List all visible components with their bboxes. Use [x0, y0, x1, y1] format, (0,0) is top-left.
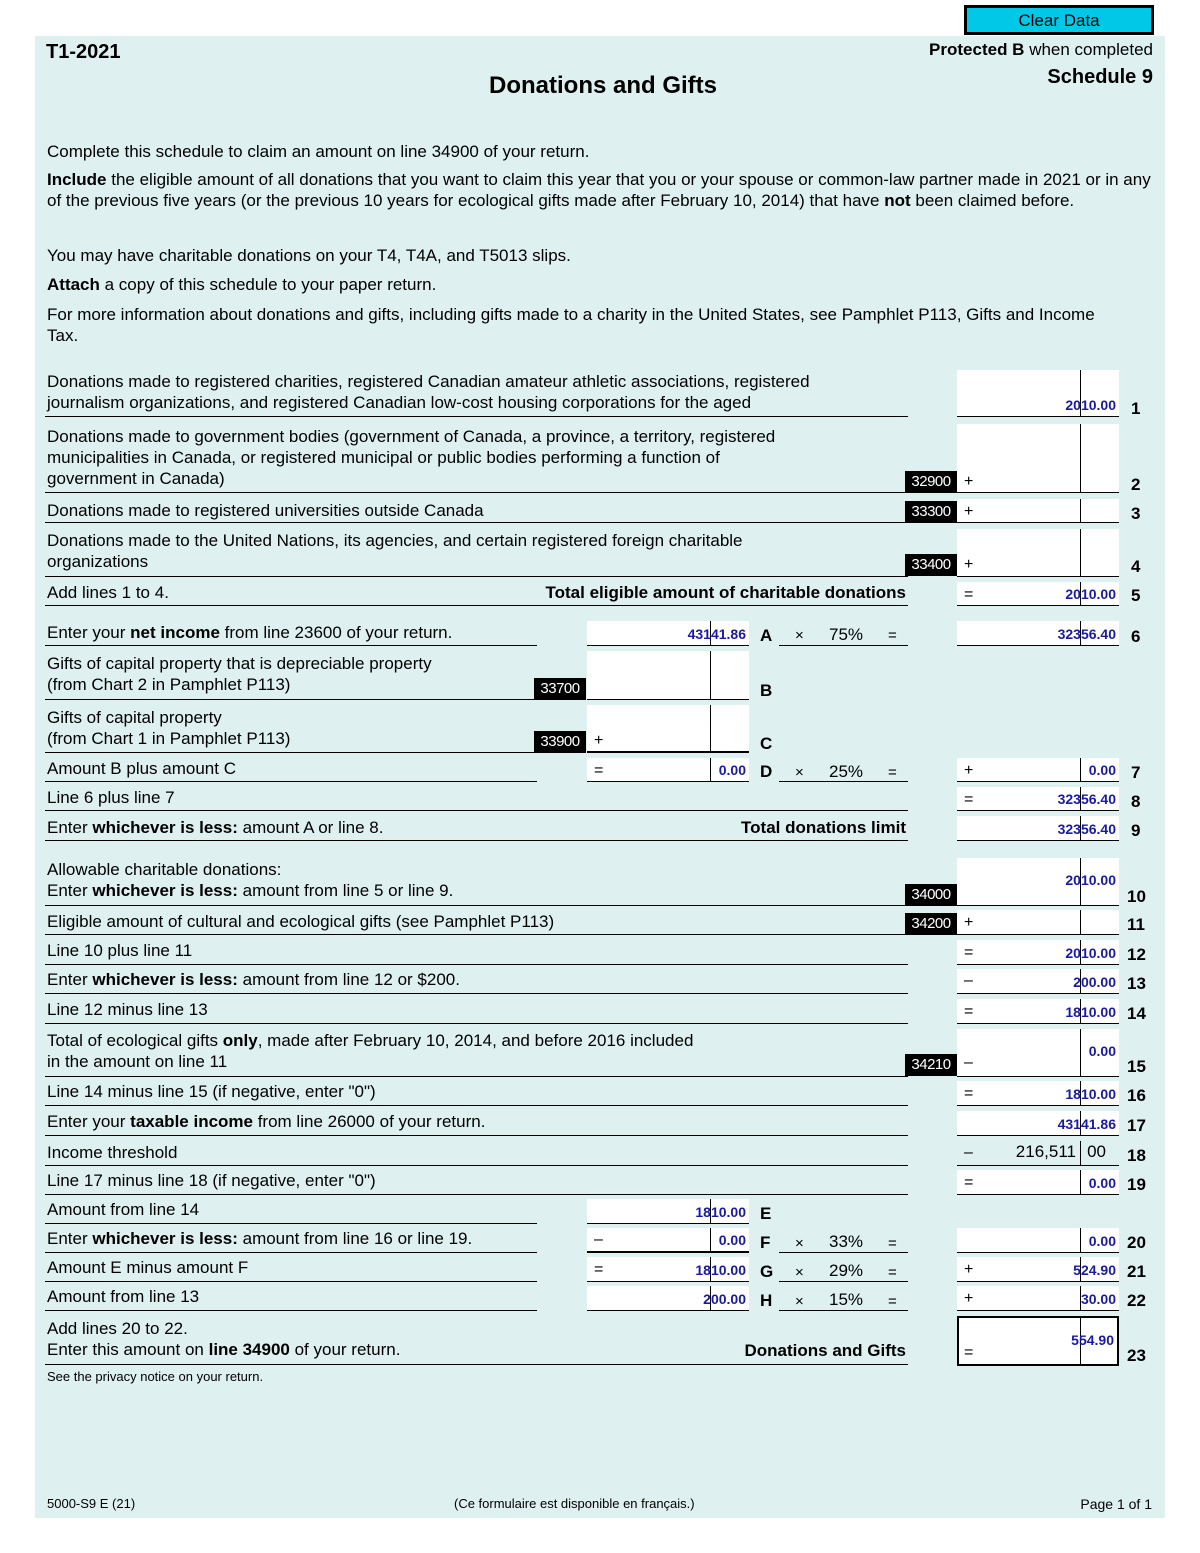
line10-field[interactable]: 2010.00	[957, 858, 1119, 906]
times-sign: ×	[795, 627, 804, 644]
line9-text: Enter whichever is less: amount A or line 8.	[47, 818, 384, 837]
line2-text: government in Canada)	[47, 469, 225, 488]
rule	[779, 1310, 908, 1311]
line16-field[interactable]: 1810.00	[957, 1081, 1119, 1106]
line12-field[interactable]: 2010.00	[957, 940, 1119, 965]
line20-field[interactable]: 0.00	[957, 1228, 1119, 1253]
amount-f-field[interactable]: 0.00	[587, 1228, 749, 1253]
line21-field[interactable]: 524.90	[957, 1257, 1119, 1282]
intro-p5: For more information about donations and gifts, including gifts made to a charity in the United States, see Pamphlet P113, Gifts and Income Tax.	[47, 305, 1095, 345]
amount-h-field[interactable]: 200.00	[587, 1286, 749, 1311]
line21-text: Amount E minus amount F	[47, 1258, 249, 1277]
line3-field[interactable]	[957, 499, 1119, 523]
rule	[45, 605, 908, 606]
line23-field[interactable]: 554.90	[957, 1316, 1119, 1366]
equals-sign: =	[888, 1235, 897, 1252]
line5-field[interactable]: 2010.00	[957, 582, 1119, 606]
rule	[45, 752, 537, 753]
line12-text: Line 10 plus line 11	[47, 941, 193, 960]
line16-text: Line 14 minus line 15 (if negative, enter "0")	[47, 1082, 376, 1101]
lineC-text: (from Chart 1 in Pamphlet P113)	[47, 729, 291, 748]
line-number: 21	[1127, 1262, 1146, 1281]
line2-text: municipalities in Canada, or registered municipal or public bodies performing a function of	[47, 448, 720, 467]
rule	[45, 810, 908, 811]
rule	[45, 1310, 537, 1311]
rule	[779, 645, 908, 646]
line-number: 18	[1127, 1146, 1146, 1165]
line-number: 23	[1127, 1346, 1146, 1365]
line23-text: Enter this amount on line 34900 of your return.	[47, 1340, 401, 1359]
page-title: Donations and Gifts	[489, 72, 717, 99]
line-code-badge: 34200	[905, 913, 957, 935]
line10-text: Enter whichever is less: amount from line 5 or line 9.	[47, 881, 454, 900]
lineB-text: Gifts of capital property that is depreciable property	[47, 654, 432, 673]
lineC-text: Gifts of capital property	[47, 708, 222, 727]
clear-data-button[interactable]: Clear Data	[965, 6, 1153, 34]
equals-sign: =	[964, 586, 974, 603]
equals-sign: =	[888, 1264, 897, 1281]
line19-text: Line 17 minus line 18 (if negative, enter "0")	[47, 1171, 376, 1190]
amount-g-field[interactable]: 1810.00	[587, 1257, 749, 1282]
line-number: 15	[1127, 1057, 1146, 1076]
equals-sign: =	[964, 944, 974, 961]
intro-p4: Attach a copy of this schedule to your paper return.	[47, 275, 437, 294]
line23-text: Add lines 20 to 22.	[47, 1319, 188, 1338]
line-code-badge: 33700	[534, 678, 586, 700]
rate: 33%	[829, 1232, 864, 1251]
line2-field[interactable]	[957, 424, 1119, 493]
form-id: T1-2021	[46, 41, 121, 63]
lineE-text: Amount from line 14	[47, 1200, 200, 1219]
rate: 75%	[829, 625, 864, 644]
line-number: 9	[1131, 821, 1141, 840]
line1-text: Donations made to registered charities, registered Canadian amateur athletic associations, registered	[47, 372, 810, 391]
rule	[45, 645, 537, 646]
intro-p1: Complete this schedule to claim an amount on line 34900 of your return.	[47, 142, 590, 161]
line-number: 7	[1131, 763, 1141, 782]
rule	[45, 576, 908, 577]
amount-e-field[interactable]: 1810.00	[587, 1199, 749, 1224]
line3-text: Donations made to registered universities outside Canada	[47, 501, 484, 520]
line-code-badge: 33300	[905, 501, 957, 523]
times-sign: ×	[795, 1264, 804, 1281]
line-number: 12	[1127, 945, 1146, 964]
letter-label: H	[760, 1291, 773, 1310]
line15-text: in the amount on line 11	[47, 1052, 228, 1071]
rule	[45, 1281, 537, 1282]
line-code-badge: 34000	[905, 884, 957, 906]
line6-text: Enter your net income from line 23600 of your return.	[47, 623, 453, 642]
plus-sign: +	[964, 914, 974, 931]
line17-field[interactable]: 43141.86	[957, 1111, 1119, 1136]
letter-label: B	[760, 681, 773, 700]
equals-sign: =	[964, 1174, 974, 1191]
rate: 29%	[829, 1261, 864, 1280]
plus-sign: +	[964, 762, 974, 779]
plus-sign: +	[964, 1261, 974, 1278]
rule	[45, 522, 908, 523]
rate: 15%	[829, 1290, 864, 1309]
line23-label: Donations and Gifts	[744, 1341, 906, 1360]
line14-field[interactable]: 1810.00	[957, 999, 1119, 1024]
line15-text: Total of ecological gifts only, made after February 10, 2014, and before 2016 included	[47, 1031, 694, 1050]
line-number: 11	[1127, 915, 1145, 934]
equals-sign: =	[594, 762, 604, 779]
line-code-badge: 34210	[905, 1054, 957, 1076]
protected-notice: Protected B when completed	[929, 40, 1153, 59]
line14-text: Line 12 minus line 13	[47, 1000, 208, 1019]
plus-sign: +	[964, 1290, 974, 1307]
equals-sign: =	[888, 1293, 897, 1310]
times-sign: ×	[795, 1235, 804, 1252]
line13-text: Enter whichever is less: amount from line 12 or $200.	[47, 970, 460, 989]
line-number: 3	[1131, 504, 1141, 523]
form-code: 5000-S9 E (21)	[47, 1496, 136, 1511]
amount-a-field[interactable]: 43141.86	[587, 621, 749, 646]
times-sign: ×	[795, 764, 804, 781]
line15-field[interactable]: 0.00	[957, 1029, 1119, 1077]
line13-field[interactable]: 200.00	[957, 969, 1119, 994]
equals-sign: =	[888, 627, 897, 644]
line-number: 13	[1127, 974, 1146, 993]
plus-sign: +	[964, 473, 974, 490]
plus-sign: +	[594, 732, 604, 749]
letter-label: D	[760, 762, 773, 781]
rule	[45, 1223, 537, 1224]
line2-text: Donations made to government bodies (government of Canada, a province, a territory, registered	[47, 427, 776, 446]
line-number: 22	[1127, 1291, 1146, 1310]
line18-text: Income threshold	[47, 1143, 178, 1162]
rule	[45, 1023, 908, 1024]
line-number: 16	[1127, 1086, 1146, 1105]
line5-label: Total eligible amount of charitable donations	[545, 583, 906, 602]
line5-text: Add lines 1 to 4.	[47, 583, 169, 602]
rate: 25%	[829, 762, 864, 781]
equals-sign: =	[964, 791, 974, 808]
line-number: 17	[1127, 1116, 1146, 1135]
equals-sign: =	[964, 1344, 974, 1361]
minus-sign: –	[964, 972, 973, 989]
minus-sign: –	[964, 1144, 973, 1161]
schedule-number: Schedule 9	[1047, 66, 1153, 88]
intro-p3: You may have charitable donations on your T4, T4A, and T5013 slips.	[47, 246, 571, 265]
rule	[779, 1281, 908, 1282]
line20-text: Enter whichever is less: amount from line 16 or line 19.	[47, 1229, 473, 1248]
rule	[45, 993, 908, 994]
line-number: 8	[1131, 792, 1141, 811]
line1-text: journalism organizations, and registered Canadian low-cost housing corporations for the aged	[47, 393, 752, 412]
line-number: 20	[1127, 1233, 1146, 1252]
rule	[45, 934, 908, 935]
line-code-badge: 33900	[534, 731, 586, 753]
rule	[45, 1194, 908, 1195]
rule	[45, 1364, 908, 1365]
rule	[45, 781, 537, 782]
line9-label: Total donations limit	[741, 818, 906, 837]
line-number: 4	[1131, 557, 1141, 576]
line8-field[interactable]: 32356.40	[957, 787, 1119, 811]
line11-field[interactable]	[957, 910, 1119, 935]
amount-d-field[interactable]: 0.00	[587, 758, 749, 782]
line17-text: Enter your taxable income from line 26000 of your return.	[47, 1112, 486, 1131]
line-number: 10	[1127, 887, 1146, 906]
line-number: 5	[1131, 586, 1141, 605]
line1-field[interactable]: 2010.00	[957, 370, 1119, 417]
line-code-badge: 32900	[905, 471, 957, 493]
lineB-text: (from Chart 2 in Pamphlet P113)	[47, 675, 291, 694]
rule	[779, 781, 908, 782]
privacy-notice: See the privacy notice on your return.	[47, 1369, 264, 1384]
rule	[45, 416, 908, 417]
letter-label: F	[760, 1233, 771, 1252]
line7-field[interactable]: 0.00	[957, 758, 1119, 782]
line-code-badge: 33400	[905, 554, 957, 576]
rule	[45, 1105, 908, 1106]
french-note: (Ce formulaire est disponible en français.)	[454, 1496, 695, 1511]
amount-c-field[interactable]	[587, 705, 749, 753]
line-number: 6	[1131, 627, 1141, 646]
amount-b-field[interactable]	[587, 651, 749, 700]
line9-field[interactable]: 32356.40	[957, 816, 1119, 841]
line-number: 14	[1127, 1004, 1146, 1023]
line10-text: Allowable charitable donations:	[47, 860, 282, 879]
rule	[45, 905, 908, 906]
rule	[45, 840, 908, 841]
rule	[45, 492, 908, 493]
minus-sign: –	[964, 1054, 973, 1071]
equals-sign: =	[888, 764, 897, 781]
equals-sign: =	[594, 1261, 604, 1278]
line8-text: Line 6 plus line 7	[47, 788, 175, 807]
line4-text: Donations made to the United Nations, its agencies, and certain registered foreign charitable	[47, 531, 743, 550]
line4-field[interactable]	[957, 529, 1119, 577]
rule	[45, 1135, 908, 1136]
line-number: 1	[1131, 399, 1141, 418]
letter-label: C	[760, 734, 773, 753]
line6-field[interactable]: 32356.40	[957, 621, 1119, 646]
page-number: Page 1 of 1	[1080, 1496, 1152, 1512]
line4-text: organizations	[47, 552, 149, 571]
letter-label: A	[760, 626, 773, 645]
letter-label: E	[760, 1204, 772, 1223]
rule	[45, 1165, 908, 1166]
plus-sign: +	[964, 556, 974, 573]
equals-sign: =	[964, 1003, 974, 1020]
equals-sign: =	[964, 1085, 974, 1102]
rule	[45, 699, 537, 700]
line-number: 19	[1127, 1175, 1146, 1194]
rule	[45, 1076, 908, 1077]
rule	[779, 1252, 908, 1253]
line22-field[interactable]: 30.00	[957, 1286, 1119, 1311]
intro-p2: Include the eligible amount of all donations that you want to claim this year that you or your spouse or common-law partner made in 2021 or in any of the previous five years (or the previous 10 years for ecological gifts made after February 10, 2014) that have not been claimed before.	[47, 170, 1151, 210]
times-sign: ×	[795, 1293, 804, 1310]
line11-text: Eligible amount of cultural and ecological gifts (see Pamphlet P113)	[47, 912, 555, 931]
rule	[45, 1252, 537, 1253]
minus-sign: –	[594, 1231, 603, 1248]
line19-field[interactable]: 0.00	[957, 1170, 1119, 1195]
line18-field: 216,511 00	[957, 1141, 1119, 1166]
rule	[45, 964, 908, 965]
line-number: 2	[1131, 475, 1141, 494]
line22-text: Amount from line 13	[47, 1287, 200, 1306]
line7-text: Amount B plus amount C	[47, 759, 236, 778]
plus-sign: +	[964, 503, 974, 520]
letter-label: G	[760, 1262, 774, 1281]
